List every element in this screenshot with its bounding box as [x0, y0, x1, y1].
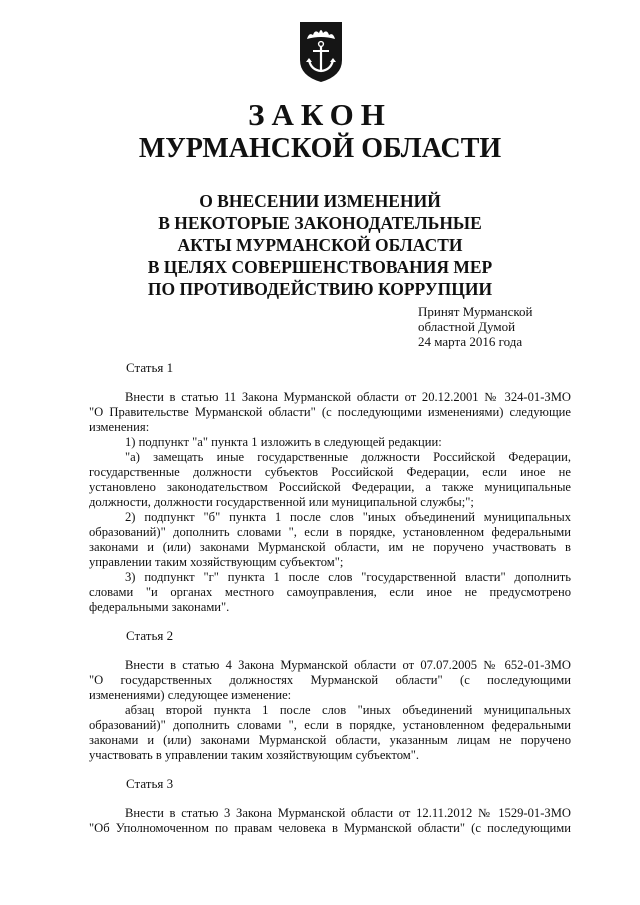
text-line: Внести в статью 11 Закона Мурманской области от 20.12.2001 № 324-01-ЗМО	[125, 390, 571, 404]
text-line: участвовать в управлении таким хозяйствующим субъектом".	[89, 748, 420, 762]
text-line: государственные должности субъектов Российской Федерации, если иное не	[89, 465, 571, 479]
adoption-line: Принят Мурманской	[418, 304, 533, 319]
subtitle-line: О ВНЕСЕНИИ ИЗМЕНЕНИЙ	[199, 191, 441, 211]
text-line: образований)" дополнить словами ", если в порядке, установленном федеральными	[89, 718, 571, 732]
text-line: "а) замещать иные государственные должности Российской Федерации,	[125, 450, 571, 464]
law-region: МУРМАНСКОЙ ОБЛАСТИ	[138, 133, 502, 164]
subtitle-line: АКТЫ МУРМАНСКОЙ ОБЛАСТИ	[177, 235, 463, 255]
text-line: "Об Уполномоченном по правам человека в Мурманской области" (с последующими	[89, 821, 571, 835]
subtitle-line: ПО ПРОТИВОДЕЙСТВИЮ КОРРУПЦИИ	[147, 279, 493, 299]
law-subtitle	[0, 190, 640, 300]
text-line: федеральными законами".	[89, 600, 230, 614]
adoption-line: 24 марта 2016 года	[418, 334, 523, 349]
article-2-heading: Статья 2	[126, 628, 174, 643]
coat-of-arms-emblem	[298, 20, 344, 84]
article-2-body	[89, 658, 571, 763]
text-line: Внести в статью 4 Закона Мурманской области от 07.07.2005 № 652-01-ЗМО	[125, 658, 571, 672]
text-line: "О Правительстве Мурманской области" (с последующими изменениями) следующие	[89, 405, 571, 419]
text-line: 2) подпункт "б" пункта 1 после слов "иных объединений муниципальных	[125, 510, 571, 524]
text-line: словами "и органах местного самоуправления, если иное не предусмотрено	[89, 585, 571, 599]
article-1-heading: Статья 1	[126, 360, 174, 375]
subtitle-line: В НЕКОТОРЫЕ ЗАКОНОДАТЕЛЬНЫЕ	[158, 213, 482, 233]
article-1-body	[89, 390, 571, 615]
adoption-line: областной Думой	[418, 319, 516, 334]
text-line: изменениями) следующее изменение:	[89, 688, 292, 702]
text-line: 1) подпункт "а" пункта 1 изложить в следующей редакции:	[125, 435, 442, 449]
article-3-body	[89, 806, 571, 836]
text-line: должности, должности государственной или муниципальной службы;";	[89, 495, 474, 509]
text-line: 3) подпункт "г" пункта 1 после слов "государственной власти" дополнить	[125, 570, 571, 584]
text-line: образований)" дополнить словами ", если в порядке, установленном федеральными	[89, 525, 571, 539]
text-line: законами и (или) законами Мурманской области, указанным лицам не поручено	[89, 733, 571, 747]
text-line: абзац второй пункта 1 после слов "иных объединений муниципальных	[125, 703, 571, 717]
text-line: "О государственных должностях Мурманской области" (с последующими	[89, 673, 571, 687]
article-3-heading: Статья 3	[126, 776, 174, 791]
law-title: ЗАКОН	[248, 97, 392, 132]
text-line: управлении таким хозяйствующим субъектом";	[89, 555, 344, 569]
subtitle-line: В ЦЕЛЯХ СОВЕРШЕНСТВОВАНИЯ МЕР	[147, 257, 493, 277]
adoption-note	[418, 304, 533, 349]
text-line: Внести в статью 3 Закона Мурманской области от 12.11.2012 № 1529-01-ЗМО	[125, 806, 571, 820]
text-line: изменения:	[89, 420, 150, 434]
text-line: установлено законодательством Российской Федерации, а также муниципальные	[89, 480, 571, 494]
text-line: законами и (или) законами Мурманской области, им не поручено участвовать в	[89, 540, 571, 554]
